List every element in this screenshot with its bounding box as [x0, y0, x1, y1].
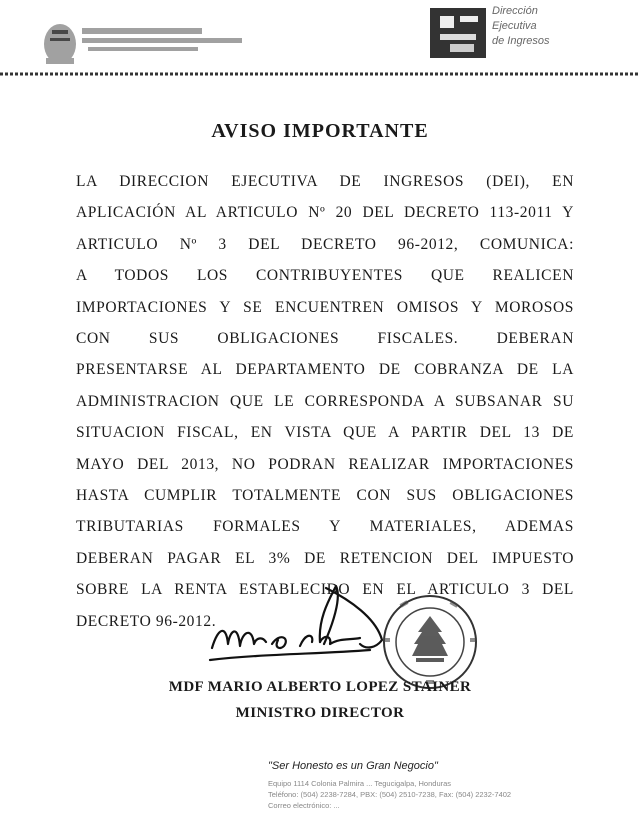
government-emblem-logo	[38, 14, 268, 70]
body-line: TRIBUTARIAS FORMALES Y MATERIALES, ADEMAS	[76, 518, 574, 536]
official-seal	[380, 592, 480, 692]
footer-contact	[268, 778, 608, 811]
handwritten-signature	[200, 578, 390, 673]
dei-wordmark	[492, 4, 549, 49]
footer-motto: "Ser Honesto es un Gran Negocio"	[268, 760, 438, 772]
notice-title: AVISO IMPORTANTE	[211, 120, 429, 142]
dei-line-3: de Ingresos	[492, 35, 550, 47]
footer-line: Equipo 1114 Colonia Palmira ... Tegucigalpa, Honduras	[268, 779, 452, 788]
body-line: DECRETO 96-2012.	[76, 612, 217, 630]
notice-body	[76, 166, 574, 637]
letterhead-divider	[0, 70, 640, 78]
signer-name: MDF MARIO ALBERTO LOPEZ STAINER	[168, 679, 472, 695]
body-line: APLICACIÓN AL ARTICULO Nº 20 DEL DECRETO 113-2011 Y	[76, 204, 574, 222]
body-line: ARTICULO Nº 3 DEL DECRETO 96-2012, COMUNICA:	[76, 235, 574, 253]
body-line: SITUACION FISCAL, EN VISTA QUE A PARTIR DEL 13 DE	[76, 424, 574, 442]
signer-title: MINISTRO DIRECTOR	[235, 705, 405, 721]
body-line: ADMINISTRACION QUE LE CORRESPONDA A SUBSANAR SU	[76, 392, 574, 410]
body-line: SOBRE LA RENTA ESTABLECIDO EN EL ARTICULO 3 DEL	[76, 581, 574, 599]
body-line: LA DIRECCION EJECUTIVA DE INGRESOS (DEI), EN	[76, 173, 574, 190]
dei-line-2: Ejecutiva	[492, 20, 537, 32]
footer-line: Correo electrónico: ...	[268, 801, 340, 810]
body-line: DEBERAN PAGAR EL 3% DE RETENCION DEL IMPUESTO	[76, 549, 574, 567]
body-line: CON SUS OBLIGACIONES FISCALES. DEBERAN	[76, 330, 574, 348]
body-line: MAYO DEL 2013, NO PODRAN REALIZAR IMPORTACIONES	[76, 455, 574, 473]
body-line: HASTA CUMPLIR TOTALMENTE CON SUS OBLIGACIONES	[76, 487, 574, 505]
body-line: IMPORTACIONES Y SE ENCUENTREN OMISOS Y MOROSOS	[76, 298, 574, 316]
footer-line: Teléfono: (504) 2238-7284, PBX: (504) 2510-7238, Fax: (504) 2232-7402	[268, 790, 512, 799]
body-line: A TODOS LOS CONTRIBUYENTES QUE REALICEN	[76, 267, 574, 285]
body-line: PRESENTARSE AL DEPARTAMENTO DE COBRANZA DE LA	[76, 361, 574, 379]
dei-line-1: Dirección	[492, 5, 538, 17]
